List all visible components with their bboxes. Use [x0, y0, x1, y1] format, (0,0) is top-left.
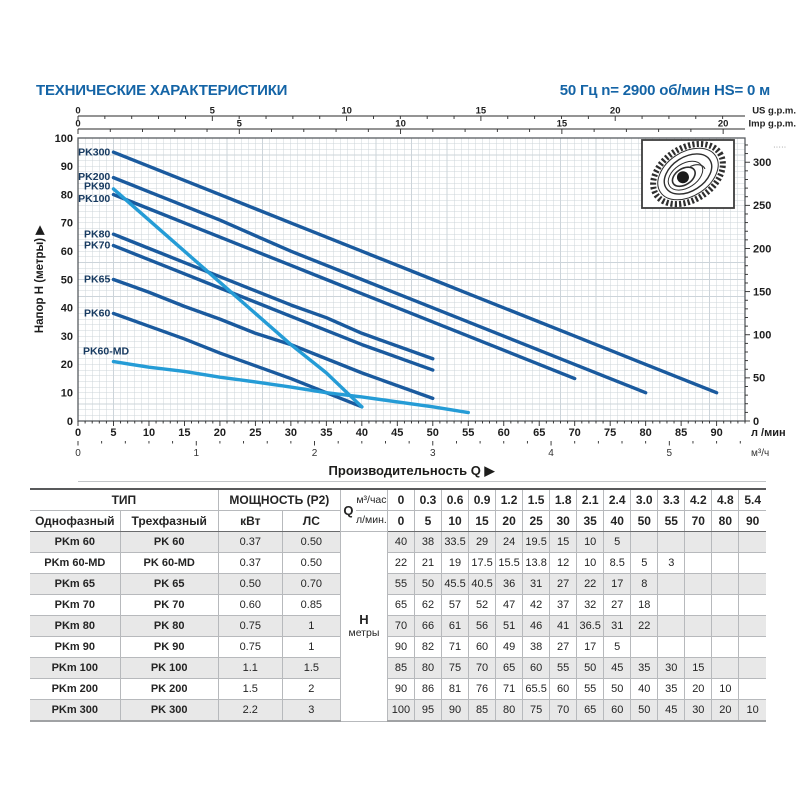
- pump-model-single-phase: PKm 200: [30, 679, 120, 700]
- svg-text:15: 15: [556, 118, 568, 130]
- curve-PK90: [113, 189, 361, 407]
- pump-model-three-phase: PK 70: [120, 595, 218, 616]
- svg-text:300: 300: [753, 157, 772, 170]
- head-unit-cell: [340, 532, 387, 722]
- power-kw-value: 0.75: [218, 637, 282, 658]
- head-value: 31: [523, 574, 550, 595]
- q-flow-header: [340, 489, 387, 532]
- head-value: [739, 637, 766, 658]
- head-value: 61: [442, 616, 469, 637]
- svg-text:15: 15: [178, 427, 191, 439]
- head-value: 40: [387, 532, 414, 553]
- flow-m3h-value: 1.5: [523, 489, 550, 511]
- head-value: 71: [442, 637, 469, 658]
- head-value: 80: [414, 658, 441, 679]
- head-value: 56: [469, 616, 496, 637]
- svg-text:65: 65: [533, 427, 546, 439]
- head-value: 60: [523, 658, 550, 679]
- flow-m3h-value: 3.0: [631, 489, 658, 511]
- svg-text:70: 70: [568, 427, 581, 439]
- head-value: 8: [631, 574, 658, 595]
- flow-m3h-value: 1.2: [496, 489, 523, 511]
- head-value: [685, 637, 712, 658]
- power-kw-value: 0.75: [218, 616, 282, 637]
- flow-lmin-value: 55: [658, 511, 685, 532]
- pump-model-single-phase: PKm 70: [30, 595, 120, 616]
- svg-text:20: 20: [609, 106, 621, 117]
- pump-model-single-phase: PKm 300: [30, 700, 120, 722]
- flow-lmin-value: 30: [550, 511, 577, 532]
- svg-text:3: 3: [430, 448, 436, 459]
- head-value: 10: [577, 553, 604, 574]
- svg-text:85: 85: [675, 427, 688, 439]
- svg-text:0: 0: [74, 427, 82, 439]
- column-header-hp: ЛС: [282, 511, 340, 532]
- head-value: 81: [442, 679, 469, 700]
- curve-label-PK100: PK100: [78, 192, 111, 205]
- head-value: 46: [523, 616, 550, 637]
- head-value: [712, 658, 739, 679]
- svg-text:5: 5: [110, 427, 117, 439]
- column-header-single-phase: Однофазный: [30, 511, 120, 532]
- head-value: 19.5: [523, 532, 550, 553]
- head-value: 41: [550, 616, 577, 637]
- svg-text:0: 0: [753, 415, 760, 428]
- table-row-PK-100: [30, 658, 766, 679]
- svg-text:10: 10: [142, 427, 156, 439]
- top-axis-imp-gpm: [75, 119, 796, 135]
- head-value: 85: [387, 658, 414, 679]
- pump-model-three-phase: PK 100: [120, 658, 218, 679]
- head-value: 55: [387, 574, 414, 595]
- svg-text:·····: ·····: [773, 142, 787, 152]
- head-value: 90: [387, 637, 414, 658]
- pump-model-three-phase: PK 60-MD: [120, 553, 218, 574]
- head-value: 50: [414, 574, 441, 595]
- svg-text:5: 5: [236, 118, 242, 130]
- flow-lmin-value: 80: [712, 511, 739, 532]
- divider: [78, 481, 766, 482]
- head-value: [739, 574, 766, 595]
- head-value: 5: [604, 532, 631, 553]
- head-value: 29: [469, 532, 496, 553]
- svg-text:0: 0: [66, 415, 73, 428]
- curve-label-PK70: PK70: [84, 239, 111, 252]
- head-value: 5: [631, 553, 658, 574]
- head-unit: метры: [348, 627, 380, 640]
- head-value: 32: [577, 595, 604, 616]
- head-value: 36.5: [577, 616, 604, 637]
- svg-text:1: 1: [193, 448, 200, 459]
- head-value: [739, 553, 766, 574]
- head-value: 35: [631, 658, 658, 679]
- svg-text:10: 10: [395, 118, 406, 130]
- pump-performance-chart: [30, 106, 800, 480]
- head-value: 60: [550, 679, 577, 700]
- head-value: [712, 574, 739, 595]
- head-value: 65: [387, 595, 414, 616]
- svg-text:0: 0: [75, 118, 81, 130]
- head-value: 52: [469, 595, 496, 616]
- svg-text:л /мин: л /мин: [751, 427, 786, 439]
- head-value: 65.5: [523, 679, 550, 700]
- curve-label-PK90: PK90: [84, 180, 111, 193]
- head-value: 50: [604, 679, 631, 700]
- head-value: 18: [631, 595, 658, 616]
- table-row-PK-300: [30, 700, 766, 722]
- head-value: 65: [496, 658, 523, 679]
- q-flow-header-layout: [341, 490, 387, 531]
- column-header-three-phase: Трехфазный: [120, 511, 218, 532]
- head-value: 42: [523, 595, 550, 616]
- flow-lmin-value: 70: [685, 511, 712, 532]
- power-hp-value: 0.50: [282, 532, 340, 553]
- head-value: 45.5: [442, 574, 469, 595]
- curve-label-PK200: PK200: [78, 170, 111, 183]
- flow-m3h-value: 0.9: [469, 489, 496, 511]
- head-value: [739, 532, 766, 553]
- head-value: 62: [414, 595, 441, 616]
- power-hp-value: 1: [282, 616, 340, 637]
- svg-text:5: 5: [209, 106, 215, 117]
- flow-m3h-value: 2.1: [577, 489, 604, 511]
- flow-m3h-value: 0.6: [442, 489, 469, 511]
- head-value: 10: [577, 532, 604, 553]
- head-value: 33.5: [442, 532, 469, 553]
- power-hp-value: 3: [282, 700, 340, 722]
- pump-model-three-phase: PK 80: [120, 616, 218, 637]
- head-value: 31: [604, 616, 631, 637]
- head-value: 95: [414, 700, 441, 722]
- curve-label-PK300: PK300: [78, 146, 111, 159]
- head-value: [739, 679, 766, 700]
- specs-table: [30, 488, 766, 722]
- head-value: [685, 553, 712, 574]
- head-value: 55: [550, 658, 577, 679]
- head-value: [631, 532, 658, 553]
- head-value: 24: [496, 532, 523, 553]
- power-hp-value: 1.5: [282, 658, 340, 679]
- head-value: 37: [550, 595, 577, 616]
- column-header-kw: кВт: [218, 511, 282, 532]
- table-row-PK-80: [30, 616, 766, 637]
- svg-text:80: 80: [639, 427, 652, 439]
- head-value: 17.5: [469, 553, 496, 574]
- head-value: 80: [496, 700, 523, 722]
- head-value: 27: [604, 595, 631, 616]
- head-value: 45: [604, 658, 631, 679]
- head-value: 15: [550, 532, 577, 553]
- flow-lmin-value: 15: [469, 511, 496, 532]
- head-value: [685, 574, 712, 595]
- head-value: [685, 595, 712, 616]
- head-value: [712, 616, 739, 637]
- head-value: 30: [685, 700, 712, 722]
- head-value: 76: [469, 679, 496, 700]
- bottom-axis-m3h: [75, 441, 769, 459]
- page-title: ТЕХНИЧЕСКИЕ ХАРАКТЕРИСТИКИ: [36, 82, 288, 99]
- head-value: 60: [469, 637, 496, 658]
- power-kw-value: 2.2: [218, 700, 282, 722]
- head-value: [739, 658, 766, 679]
- curve-PK300: [113, 152, 716, 393]
- head-value: 55: [577, 679, 604, 700]
- flow-m3h-value: 3.3: [658, 489, 685, 511]
- head-value: 86: [414, 679, 441, 700]
- head-value: [658, 574, 685, 595]
- pump-model-three-phase: PK 60: [120, 532, 218, 553]
- head-value: [712, 532, 739, 553]
- pump-model-single-phase: PKm 65: [30, 574, 120, 595]
- power-kw-value: 0.50: [218, 574, 282, 595]
- head-value: 10: [712, 679, 739, 700]
- svg-text:70: 70: [60, 217, 73, 230]
- head-value: 75: [523, 700, 550, 722]
- power-kw-value: 0.37: [218, 553, 282, 574]
- head-value: 36: [496, 574, 523, 595]
- svg-text:10: 10: [341, 106, 352, 117]
- svg-text:250: 250: [753, 200, 772, 213]
- head-value: [712, 595, 739, 616]
- flow-m3h-value: 0: [387, 489, 414, 511]
- table-row-PK-70: [30, 595, 766, 616]
- flow-m3h-value: 1.8: [550, 489, 577, 511]
- head-value: 85: [469, 700, 496, 722]
- table-row-PK-60: [30, 532, 766, 553]
- type-group-header: ТИП: [30, 489, 218, 511]
- head-value: 12: [550, 553, 577, 574]
- right-axis-feet: [745, 142, 786, 427]
- head-value: 70: [469, 658, 496, 679]
- svg-text:60: 60: [497, 427, 510, 439]
- svg-text:150: 150: [753, 286, 772, 299]
- svg-text:20: 20: [717, 118, 729, 130]
- svg-text:4: 4: [548, 448, 554, 459]
- head-value: [685, 532, 712, 553]
- flow-m3h-value: 0.3: [414, 489, 441, 511]
- flow-lmin-value: 90: [739, 511, 766, 532]
- power-hp-value: 0.70: [282, 574, 340, 595]
- svg-text:Imp g.p.m.: Imp g.p.m.: [748, 118, 796, 130]
- svg-text:75: 75: [604, 427, 617, 439]
- svg-text:25: 25: [249, 427, 262, 439]
- head-value: 15: [685, 658, 712, 679]
- svg-text:50: 50: [60, 274, 73, 287]
- head-value: 100: [387, 700, 414, 722]
- svg-text:90: 90: [60, 161, 73, 174]
- head-value: 3: [658, 553, 685, 574]
- svg-text:45: 45: [391, 427, 404, 439]
- head-value: 70: [550, 700, 577, 722]
- svg-text:55: 55: [462, 427, 475, 439]
- power-hp-value: 0.85: [282, 595, 340, 616]
- svg-text:50: 50: [753, 372, 766, 385]
- head-value: 90: [387, 679, 414, 700]
- left-axis-metres: [34, 133, 73, 428]
- head-value: 20: [685, 679, 712, 700]
- svg-text:0: 0: [75, 106, 81, 117]
- flow-lmin-value: 40: [604, 511, 631, 532]
- head-value: 47: [496, 595, 523, 616]
- power-kw-value: 1.1: [218, 658, 282, 679]
- table-row-PK-65: [30, 574, 766, 595]
- head-value: 35: [658, 679, 685, 700]
- head-value: 13.8: [523, 553, 550, 574]
- head-value: 51: [496, 616, 523, 637]
- head-value: 40.5: [469, 574, 496, 595]
- head-value: 82: [414, 637, 441, 658]
- head-value: 49: [496, 637, 523, 658]
- svg-text:5: 5: [666, 448, 673, 459]
- svg-text:15: 15: [475, 106, 487, 117]
- head-value: 21: [414, 553, 441, 574]
- head-value: [631, 637, 658, 658]
- svg-text:м³/ч: м³/ч: [751, 448, 770, 459]
- head-value: 15.5: [496, 553, 523, 574]
- pump-model-three-phase: PK 65: [120, 574, 218, 595]
- head-value: 75: [442, 658, 469, 679]
- head-value: 71: [496, 679, 523, 700]
- impeller-icon: [642, 131, 734, 216]
- power-group-header: МОЩНОСТЬ (P2): [218, 489, 340, 511]
- svg-text:20: 20: [60, 359, 73, 372]
- svg-text:200: 200: [753, 243, 772, 256]
- head-value: 70: [387, 616, 414, 637]
- svg-text:40: 40: [355, 427, 368, 439]
- head-value: [712, 553, 739, 574]
- head-value: [658, 595, 685, 616]
- bottom-axis-lmin: [75, 421, 786, 439]
- head-value: 10: [739, 700, 766, 722]
- head-value: 22: [631, 616, 658, 637]
- svg-text:100: 100: [54, 132, 73, 145]
- svg-text:30: 30: [284, 427, 297, 439]
- head-value: 22: [387, 553, 414, 574]
- pump-model-single-phase: PKm 100: [30, 658, 120, 679]
- head-value: 50: [577, 658, 604, 679]
- svg-text:0: 0: [75, 448, 81, 459]
- head-value: 20: [712, 700, 739, 722]
- operating-conditions: 50 Гц n= 2900 об/мин HS= 0 м: [559, 82, 770, 99]
- svg-text:20: 20: [213, 427, 227, 439]
- flow-m3h-value: 4.8: [712, 489, 739, 511]
- head-value: 30: [658, 658, 685, 679]
- svg-text:90: 90: [710, 427, 723, 439]
- flow-m3h-value: 4.2: [685, 489, 712, 511]
- svg-text:100: 100: [753, 329, 772, 342]
- head-value: [712, 637, 739, 658]
- head-value: [685, 616, 712, 637]
- head-value: [739, 595, 766, 616]
- head-value: 60: [604, 700, 631, 722]
- flow-lmin-value: 25: [523, 511, 550, 532]
- pump-model-three-phase: PK 300: [120, 700, 218, 722]
- head-value: 65: [577, 700, 604, 722]
- head-value: 17: [604, 574, 631, 595]
- pump-model-three-phase: PK 90: [120, 637, 218, 658]
- power-hp-value: 2: [282, 679, 340, 700]
- svg-text:80: 80: [60, 189, 73, 202]
- power-kw-value: 0.60: [218, 595, 282, 616]
- table-row-PK-200: [30, 679, 766, 700]
- q-unit-m3h: м³/час: [356, 490, 387, 511]
- head-value: 19: [442, 553, 469, 574]
- flow-lmin-value: 10: [442, 511, 469, 532]
- top-axis-us-gpm: [75, 106, 796, 121]
- head-value: 40: [631, 679, 658, 700]
- head-value: 50: [631, 700, 658, 722]
- svg-text:30: 30: [60, 330, 73, 343]
- flow-m3h-value: 5.4: [739, 489, 766, 511]
- pump-model-single-phase: PKm 80: [30, 616, 120, 637]
- head-label: H: [359, 612, 369, 628]
- head-value: 27: [550, 637, 577, 658]
- flow-lmin-value: 0: [387, 511, 414, 532]
- head-value: [658, 532, 685, 553]
- curve-label-PK65: PK65: [84, 273, 111, 286]
- curve-label-PK60-MD: PK60-MD: [82, 345, 130, 358]
- pump-model-single-phase: PKm 60: [30, 532, 120, 553]
- head-value: 5: [604, 637, 631, 658]
- head-value: 8.5: [604, 553, 631, 574]
- flow-m3h-value: 2.4: [604, 489, 631, 511]
- head-value: 22: [577, 574, 604, 595]
- svg-text:2: 2: [311, 448, 318, 459]
- head-value: 90: [442, 700, 469, 722]
- power-hp-value: 1: [282, 637, 340, 658]
- svg-text:35: 35: [320, 427, 333, 439]
- curve-label-PK60: PK60: [84, 307, 111, 320]
- head-value: 38: [523, 637, 550, 658]
- head-value: 27: [550, 574, 577, 595]
- q-unit-lmin: л/мин.: [356, 514, 387, 526]
- y-axis-title: Напор H (метры) ▶: [34, 225, 46, 334]
- pump-model-single-phase: PKm 60-MD: [30, 553, 120, 574]
- svg-text:10: 10: [60, 387, 73, 400]
- flow-lmin-value: 20: [496, 511, 523, 532]
- head-value: 45: [658, 700, 685, 722]
- svg-text:60: 60: [60, 246, 73, 258]
- flow-lmin-value: 35: [577, 511, 604, 532]
- table-row-PK-60-MD: [30, 553, 766, 574]
- pump-model-single-phase: PKm 90: [30, 637, 120, 658]
- power-kw-value: 0.37: [218, 532, 282, 553]
- head-value: [658, 616, 685, 637]
- head-value: [658, 637, 685, 658]
- power-kw-value: 1.5: [218, 679, 282, 700]
- head-value: 66: [414, 616, 441, 637]
- flow-lmin-value: 50: [631, 511, 658, 532]
- curve-PK100: [113, 195, 574, 379]
- flow-lmin-value: 5: [414, 511, 441, 532]
- curve-label-PK80: PK80: [84, 228, 111, 241]
- page-header: [36, 82, 770, 99]
- x-axis-title: Производительность Q ▶: [328, 463, 495, 478]
- head-value: [739, 616, 766, 637]
- head-value: 38: [414, 532, 441, 553]
- head-value: 17: [577, 637, 604, 658]
- svg-text:US g.p.m.: US g.p.m.: [752, 106, 796, 117]
- head-value: 57: [442, 595, 469, 616]
- q-label: Q: [343, 503, 354, 518]
- specs-table-section: [30, 481, 766, 722]
- power-hp-value: 0.50: [282, 553, 340, 574]
- svg-text:40: 40: [60, 302, 73, 315]
- table-row-PK-90: [30, 637, 766, 658]
- pump-model-three-phase: PK 200: [120, 679, 218, 700]
- svg-text:50: 50: [426, 427, 439, 439]
